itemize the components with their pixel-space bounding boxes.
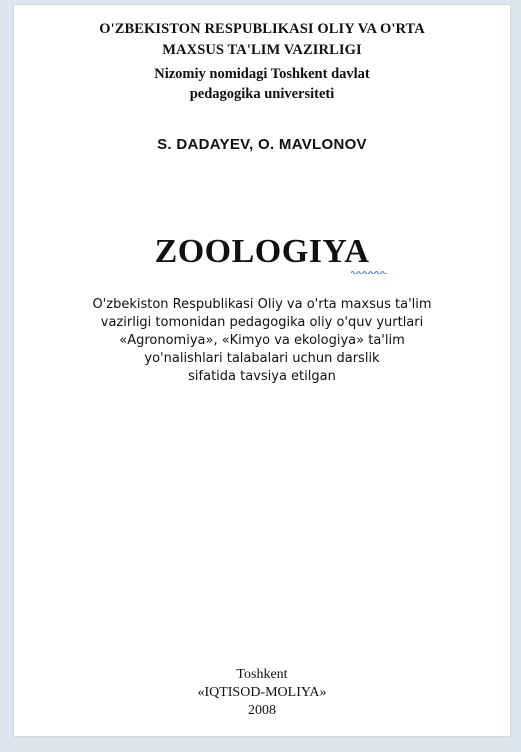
university-line-1: Nizomiy nomidagi Toshkent davlat [154,66,370,82]
approval-line-4: yo'nalishlari talabalari uchun darslik [144,351,380,366]
imprint-city: Toshkent [236,667,288,682]
imprint [14,666,510,720]
authors: S. DADAYEV, O. MAVLONOV [157,136,367,153]
ministry-line-2: MAXSUS TA'LIM VAZIRLIGI [162,42,362,58]
approval-line-1: O'zbekiston Respublikasi Oliy va o'rta maxsus ta'lim [92,297,432,312]
imprint-publisher: «IQTISOD-MOLIYA» [197,685,327,700]
ministry-line-1: O'ZBEKISTON RESPUBLIKASI OLIY VA O'RTA [99,21,425,37]
book-title: ZOOLOGIYA [154,233,370,270]
university-heading [14,64,510,104]
document-page [14,5,510,736]
book-title-block [14,233,510,271]
university-line-2: pedagogika universiteti [189,86,335,102]
book-title-word [155,233,370,271]
imprint-year: 2008 [248,703,276,718]
spellcheck-underline [351,270,387,274]
approval-note [14,296,510,386]
ministry-heading [14,19,510,61]
approval-line-3: «Agronomiya», «Kimyo va ekologiya» ta'lim [119,333,405,348]
approval-line-2: vazirligi tomonidan pedagogika oliy o'quv yurtlari [100,315,424,330]
approval-line-5: sifatida tavsiya etilgan [188,369,336,384]
